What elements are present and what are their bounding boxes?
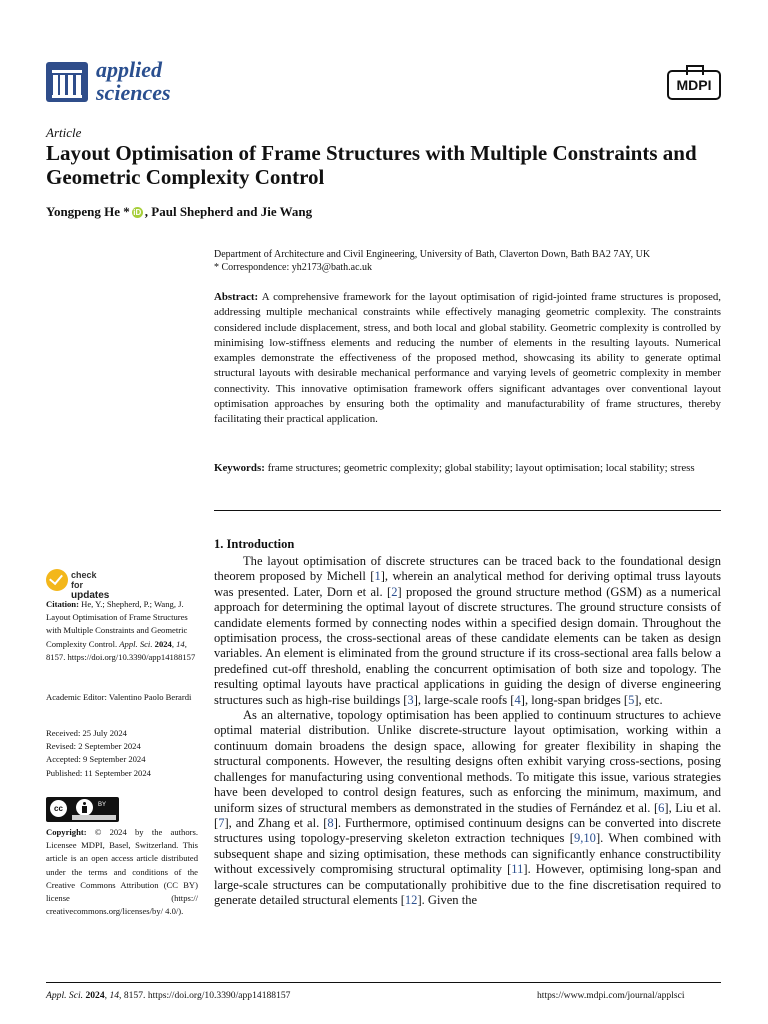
citation-link[interactable]: 4 [514,692,521,707]
citation: Citation: He, Y.; Shepherd, P.; Wang, J. Layout Optimisation of Frame Structures with Multiple Constraints and Geometric Complexity Control. Appl. Sci. 2024, 14, 8157. https://doi.org/10.3390/app14188157 [46,599,196,662]
copyright: Copyright: © 2024 by the authors. Licensee MDPI, Basel, Switzerland. This article is an open access article distributed under the terms and conditions of the Creative Commons Attribution (CC BY) license (https:// creativecommons.org/licenses/by/ 4.0/). [46,827,198,917]
keywords: Keywords: frame structures; geometric complexity; global stability; layout optimisation; local stability; stress [214,462,695,474]
citation-link[interactable]: 6 [658,800,665,815]
academic-editor: Academic Editor: Valentino Paolo Berardi [46,692,192,702]
check-icon [46,569,68,591]
section-heading: 1. Introduction [214,537,295,551]
citation-link[interactable]: 1 [374,569,381,584]
abstract: Abstract: A comprehensive framework for the layout optimisation of rigid-jointed frame structures is proposed, addressing multiple mechanical constraints while effectively managing geometric complexity. The constraints considered include displacement, stress, and both local and global stability. Geometric complexity is controlled by minimising low-stiffness elements and reducing the number of elements in the resulting layouts. Numerical examples demonstrate the effectiveness of the proposed method, showcasing its ability to generate optimal structural layouts with desirable mechanical performance and varying levels of geometric complexity in member connectivity. This innovative optimisation framework offers significant advantages over conventional layout optimisation approaches by ensuring both the optimality and manufacturability of frame structures, thereby facilitating their practical application. [214,291,722,426]
received-date: Received: 25 July 2024 [46,728,127,738]
attribution-icon [76,799,93,816]
divider [214,510,721,511]
revised-date: Revised: 2 September 2024 [46,741,141,752]
citation-link[interactable]: 3 [407,692,414,707]
citation-link[interactable]: 2 [391,584,398,599]
author-list: Yongpeng He * iD , Paul Shepherd and Jie Wang [46,204,313,219]
cc-icon: cc [50,800,67,817]
publisher-logo: MDPI [667,70,721,100]
orcid-icon[interactable]: iD [133,208,142,217]
citation-link[interactable]: 12 [404,892,418,907]
dates [46,727,198,780]
paper-title: Layout Optimisation of Frame Structures with Multiple Constraints and Geometric Complexity Control [46,141,697,189]
cc-by-license-badge[interactable]: cc BY [46,797,119,822]
citation-link[interactable]: 11 [511,862,524,877]
paragraph: As an alternative, topology optimisation has been applied to continuum structures to achieve optimal material distribution. Unlike discrete-structure layout optimisation, working within a continuum domain broadens the design space, allowing for greater flexibility in shaping the structural components. However, the resulting designs often exhibit varying cross-sections, posing challenges for manufacturing using conventional methods. To mitigate this issue, various strategies have been developed to control design features, such as enforcing the minimum, maximum, and uniform sizes of structural members as demonstrated in the studies of Fernández et al. [6], Liu et al. [7], and Zhang et al. [8]. Furthermore, optimised continuum designs can be converted into discrete structures using topology-preserving skeleton extraction techniques [9,10]. When combined with subsequent shape and sizing optimisation, these methods can significantly enhance constructibility without excessively compromising structural optimality [11]. However, optimising long-span and large-scale structures can be computationally prohibitive due to the fine discretisation required to generate detailed structural elements [12]. Given the [214,708,721,907]
citation-link[interactable]: 5 [628,692,635,707]
paragraph: The layout optimisation of discrete structures can be traced back to the foundational design theorem proposed by Michell [1], wherein an analytical method for deriving optimal truss layouts was presented. Later, Dorn et al. [2] proposed the ground structure method (GSM) as a numerical approach for determining the optimal layout of discrete structures. The ground structure consists of candidate elements formed by connecting nodes within a specified design domain. Throughout the optimisation process, the cross-sectional areas of these candidate elements can be taken as design variables. An element is eliminated from the ground structure if its cross-sectional area falls below a predefined cut-off threshold, enabling the concurrent optimisation of both size and topology. The resulting optimal layouts have practical applications in guiding the design of diverse engineering structures such as high-rise buildings [3], large-scale roofs [4], long-span bridges [5], etc. [214,554,722,707]
citation-link[interactable]: 9,10 [573,831,596,846]
correspondence: * Correspondence: yh2173@bath.ac.uk [214,262,373,273]
citation-link[interactable]: 8 [327,815,334,830]
affiliation: Department of Architecture and Civil Engineering, University of Bath, Claverton Down, Bath BA2 7AY, UK [214,249,651,260]
article-type: Article [46,125,82,140]
footer-journal-link[interactable]: https://www.mdpi.com/journal/applsci [537,990,685,1001]
accepted-date: Accepted: 9 September 2024 [46,754,146,765]
introduction-body [214,554,721,908]
journal-name: applied sciences [96,57,171,105]
published-date: Published: 11 September 2024 [46,767,151,778]
footer-citation: Appl. Sci. 2024, 14, 8157. https://doi.org/10.3390/app14188157 [46,990,291,1001]
footer-divider [46,982,721,983]
journal-logo [46,62,88,102]
citation-link[interactable]: 7 [218,815,225,830]
affiliation-block [214,248,724,274]
